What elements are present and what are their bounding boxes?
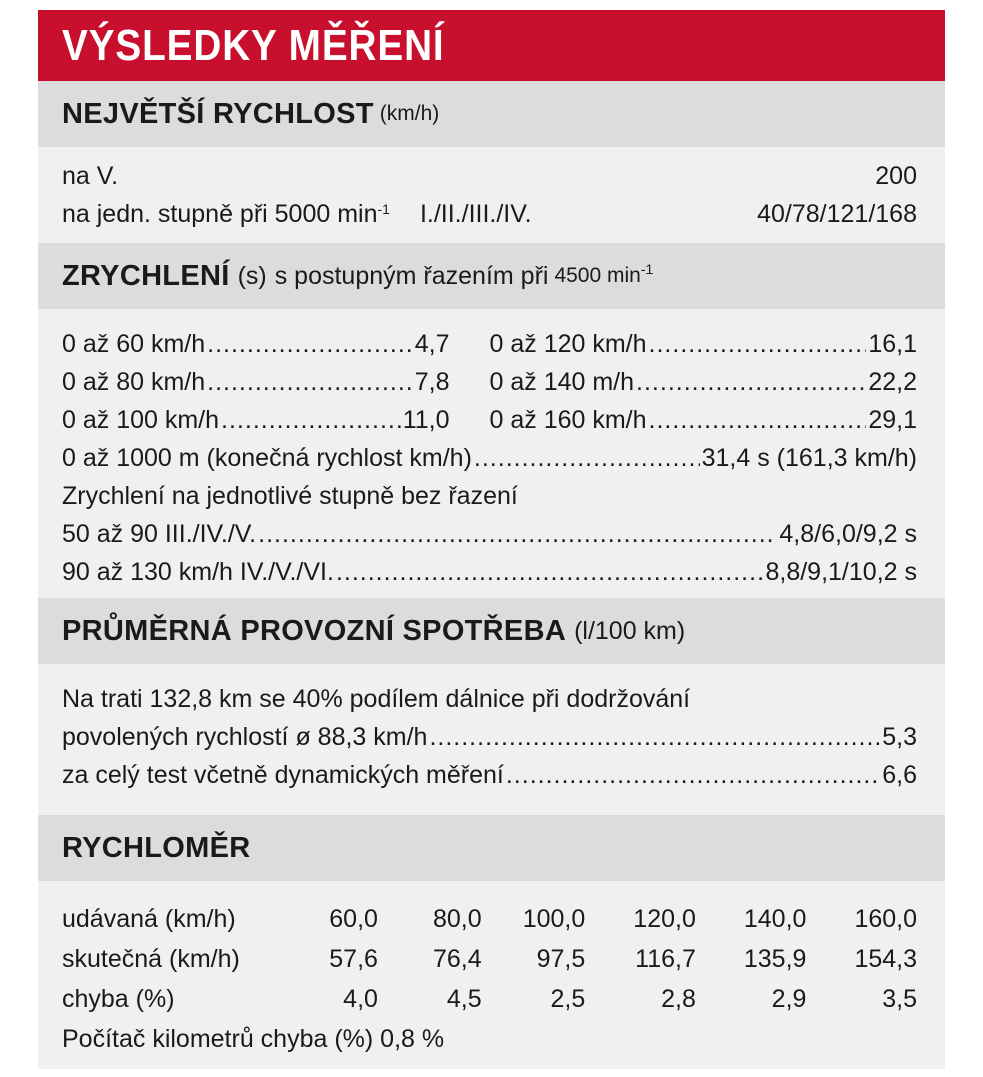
speed-heading: NEJVĚTŠÍ RYCHLOST <box>62 97 374 130</box>
speedometer-body <box>38 881 945 1069</box>
accel-heading: ZRYCHLENÍ <box>62 259 230 292</box>
accel-row <box>62 325 917 363</box>
speedometer-row-label: udávaná (km/h) <box>62 905 236 933</box>
accel-label: 0 až 160 km/h <box>489 406 647 434</box>
speedometer-cell: 154,3 <box>854 945 918 973</box>
gear-speed-gears: I./II./III./IV. <box>419 200 532 228</box>
accel-label: 0 až 80 km/h <box>62 368 206 396</box>
gear-speed-row <box>62 195 917 233</box>
consumption-value: 6,6 <box>882 761 917 789</box>
speedometer-row-label: skutečná (km/h) <box>62 945 240 973</box>
accel-row <box>62 401 917 439</box>
accel-row <box>62 363 917 401</box>
gear-speed-label: na jedn. stupně při 5000 $\min^{-1}$ <box>62 200 390 228</box>
accel-subtitle: s postupným řazením při <box>274 261 549 290</box>
speedometer-row <box>62 939 917 979</box>
consumption-desc: Na trati 132,8 km se 40% podílem dálnice při dodržování <box>62 685 691 713</box>
consumption-row <box>62 756 917 794</box>
accel-unit: (s) <box>237 261 267 290</box>
accel-label: 0 až 120 km/h <box>489 330 647 358</box>
gear-speed-value: 40/78/121/168 <box>757 200 917 228</box>
accel-label: 0 až 100 km/h <box>62 406 220 434</box>
accel-value: 29,1 <box>868 406 917 434</box>
results-panel <box>38 10 945 1069</box>
accel-value: 7,8 <box>414 368 450 396</box>
consumption-heading: PRŮMĚRNÁ PROVOZNÍ SPOTŘEBA <box>62 614 567 647</box>
speedometer-heading: RYCHLOMĚR <box>62 831 251 864</box>
speedometer-cell: 2,5 <box>550 985 586 1013</box>
elastic-row <box>62 515 917 553</box>
title-bar <box>38 10 945 81</box>
speedometer-cell: 4,5 <box>446 985 482 1013</box>
speed-body <box>38 147 945 243</box>
speedometer-cell: 60,0 <box>329 905 378 933</box>
accel-value: 16,1 <box>868 330 917 358</box>
speedometer-cell: 57,6 <box>329 945 378 973</box>
speedometer-cell: 2,9 <box>771 985 807 1013</box>
speedometer-cell: 100,0 <box>522 905 586 933</box>
speedometer-row <box>62 899 917 939</box>
speedometer-cell: 140,0 <box>743 905 807 933</box>
speedometer-cell: 3,5 <box>882 985 918 1013</box>
accel-1000m-label: 0 až 1000 m (konečná rychlost km/h) <box>62 444 472 472</box>
speedometer-cell: 4,0 <box>343 985 378 1013</box>
elastic-value: 8,8/9,1/10,2 s <box>765 558 917 586</box>
speed-header <box>38 81 945 147</box>
top-speed-value: 200 <box>875 162 917 190</box>
top-speed-row <box>62 157 917 195</box>
speedometer-cell: 160,0 <box>854 905 918 933</box>
consumption-body <box>38 664 945 815</box>
elastic-title: Zrychlení na jednotlivé stupně bez řazení <box>62 482 518 510</box>
accel-1000m-row <box>62 439 917 477</box>
consumption-header <box>38 598 945 664</box>
elastic-label: 50 až 90 III./IV./V. <box>62 520 257 548</box>
accel-label: 0 až 60 km/h <box>62 330 206 358</box>
elastic-title-row <box>62 477 917 515</box>
accel-header <box>38 243 945 309</box>
accel-body <box>38 309 945 598</box>
elastic-value: 4,8/6,0/9,2 s <box>779 520 917 548</box>
speedometer-cell: 2,8 <box>661 985 696 1013</box>
speedometer-row <box>62 979 917 1019</box>
speedometer-cell: 120,0 <box>633 905 696 933</box>
elastic-label: 90 až 130 km/h IV./V./VI. <box>62 558 334 586</box>
speedometer-cell: 116,7 <box>635 945 696 973</box>
accel-label: 0 až 140 m/h <box>489 368 635 396</box>
accel-rpm: 4500 $\min^{-1}$ <box>554 261 654 287</box>
speedometer-cell: 97,5 <box>536 945 586 973</box>
consumption-unit: (l/100 km) <box>574 616 686 645</box>
odometer-note: Počítač kilometrů chyba (%) 0,8 % <box>62 1025 445 1053</box>
speedometer-cell: 76,4 <box>432 945 482 973</box>
speedometer-cell: 135,9 <box>743 945 807 973</box>
accel-value: 22,2 <box>868 368 917 396</box>
elastic-row <box>62 553 917 591</box>
speedometer-header <box>38 815 945 881</box>
page-title: VÝSLEDKY MĚŘENÍ <box>62 20 445 70</box>
accel-value: 11,0 <box>402 406 450 434</box>
top-speed-label: na V. <box>62 162 119 190</box>
consumption-line <box>62 680 917 718</box>
odometer-note-row <box>62 1019 917 1059</box>
consumption-row <box>62 718 917 756</box>
speedometer-cell: 80,0 <box>432 905 482 933</box>
accel-1000m-value: 31,4 s (161,3 km/h) <box>701 444 917 472</box>
accel-value: 4,7 <box>414 330 450 358</box>
consumption-label: povolených rychlostí ø 88,3 km/h <box>62 723 428 751</box>
speed-unit: (km/h) <box>379 102 440 125</box>
consumption-value: 5,3 <box>882 723 917 751</box>
speedometer-row-label: chyba (%) <box>62 985 175 1013</box>
consumption-label: za celý test včetně dynamických měření <box>62 761 504 789</box>
